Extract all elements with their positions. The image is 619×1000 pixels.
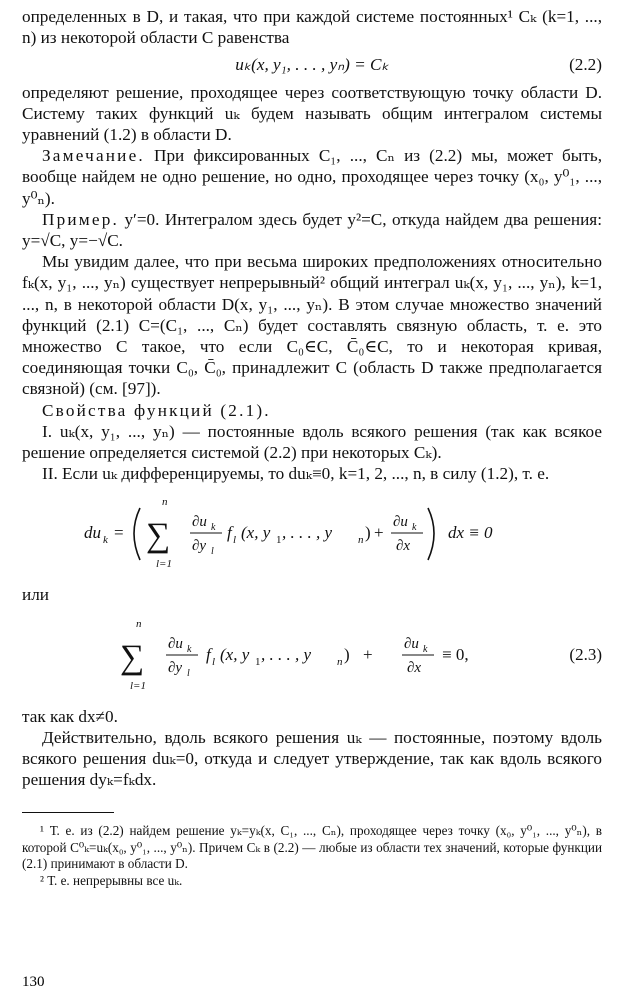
eq23-args-subn: n	[337, 655, 343, 668]
eq23-frac1-num-sub: k	[187, 643, 192, 655]
display-equation-du	[22, 488, 602, 578]
eq23-sum-bottom: l=1	[130, 679, 146, 692]
du-lhs-sub: k	[103, 534, 108, 547]
du-frac1-num-sub: k	[211, 522, 216, 534]
du-equals: =	[114, 523, 124, 543]
du-frac1-num: ∂u	[192, 514, 207, 531]
eq23-args-close: )	[344, 644, 350, 664]
equation-2-2	[22, 54, 602, 75]
du-args-sub1: 1	[276, 534, 282, 547]
du-args-close: )	[365, 523, 371, 543]
paragraph-intro: определенных в D, и такая, что при каждой системе постоянных¹ Cₖ (k=1, ..., n) из некоторой области C равенства	[22, 7, 602, 48]
du-f: f	[227, 523, 232, 543]
eq23-frac2-num: ∂u	[404, 635, 419, 652]
du-tail: dx ≡ 0	[448, 523, 493, 543]
du-plus: +	[374, 523, 384, 543]
eq23-frac1-num: ∂u	[168, 635, 183, 652]
eq23-args-rest: , . . . , y	[261, 644, 312, 664]
du-args: (x, y	[241, 523, 271, 543]
du-frac1-den: ∂y	[192, 538, 207, 555]
page-number: 130	[22, 974, 45, 990]
du-frac1-den-sub: l	[211, 546, 214, 558]
eq23-frac2-den: ∂x	[407, 659, 422, 676]
eq23-frac1-den-sub: l	[187, 667, 190, 679]
eq23-f: f	[206, 644, 211, 664]
equation-number-2-3: (2.3)	[569, 644, 602, 664]
eq23-plus: +	[363, 644, 373, 664]
paragraph-general-integral: Мы увидим далее, что при весьма широких предположениях относительно fₖ(x, y₁, ..., yₙ) существует непрерывный² общий интеграл uₖ(x, y₁, ..., yₙ), k=1, ..., n, в некоторой области D(x, y₁, ..., yₙ). В этом случае множество значений функций (2.1) C=(C₁, ..., Cₙ) будет составлять связную область, т. е. это множество C такое, что если C₀∈C, C̄₀∈C, то и некоторая кривая, соединяющая точки C₀, C̄₀, принадлежит C (область D также предполагается связной) (см. [97]).	[22, 252, 602, 399]
du-lhs: du	[84, 523, 101, 543]
remark-heading: Замечание.	[42, 146, 145, 166]
property-2: II. Если uₖ дифференцируемы, то duₖ≡0, k=1, 2, ..., n, в силу (1.2), т. е.	[42, 464, 550, 484]
paragraph-proof: Действительно, вдоль всякого решения uₖ — постоянные, поэтому вдоль всякого решения duₖ=0, откуда и следует утверждение, так как вдоль всякого решения dyₖ=fₖdx.	[22, 727, 602, 790]
du-frac2-den: ∂x	[396, 538, 411, 555]
du-args-rest: , . . . , y	[282, 523, 333, 543]
footnote-2: ² Т. е. непрерывны все uₖ.	[40, 872, 183, 888]
du-sigma: ∑	[146, 517, 171, 555]
paragraph-example	[22, 209, 602, 251]
or-word: или	[22, 585, 49, 605]
du-frac2-num-sub: k	[412, 522, 417, 534]
property-1: I. uₖ(x, y₁, ..., yₙ) — постоянные вдоль всякого решения (так как всякое решение определяется системой (2.2) при некоторых Cₖ).	[22, 421, 602, 463]
eq23-tail: ≡ 0,	[442, 644, 469, 664]
footnote-1: ¹ Т. е. из (2.2) найдем решение yₖ=yₖ(x, C₁, ..., Cₙ), проходящее через точку (x₀, y⁰₁, ..., y⁰ₙ), в которой C⁰ₖ=uₖ(x₀, y⁰₁, ..., y⁰ₙ). Причем Cₖ в (2.2) — любые из области тех значений, которые функции (2.1) принимают в области D.	[22, 823, 602, 872]
paragraph-remark	[22, 145, 602, 209]
equation-2-2-formula: uₖ(x, y₁, . . . , yₙ) = Cₖ	[235, 55, 389, 75]
du-sum-bottom: l=1	[156, 558, 172, 571]
eq23-f-sub: l	[212, 655, 216, 668]
du-sum-top: n	[162, 496, 168, 509]
example-heading: Пример.	[42, 209, 119, 229]
paragraph-dx-nonzero: так как dx≠0.	[22, 706, 118, 726]
footnote-divider	[22, 812, 114, 813]
eq23-sigma: ∑	[120, 638, 145, 676]
eq23-sum-top: n	[136, 617, 142, 630]
remark-text: При фиксированных C₁, ..., Cₙ из (2.2) мы, может быть, вообще найдем не одно решение, но одно, проходящее через точку (x₀, y⁰₁, ..., y⁰ₙ).	[22, 146, 602, 208]
du-f-sub: l	[233, 534, 237, 547]
equation-number-2-2: (2.2)	[569, 55, 602, 75]
page-body	[22, 6, 602, 889]
display-equation-2-3	[22, 610, 602, 700]
properties-heading: Свойства функций (2.1).	[42, 400, 271, 420]
eq23-frac1-den: ∂y	[168, 659, 183, 676]
paragraph-definition: определяют решение, проходящее через соответствующую точку области D. Систему таких функций uₖ будем называть общим интегралом системы уравнений (1.2) в области D.	[22, 82, 602, 145]
du-frac2-num: ∂u	[393, 514, 408, 531]
du-args-subn: n	[358, 534, 364, 547]
eq23-args: (x, y	[220, 644, 250, 664]
eq23-frac2-num-sub: k	[423, 643, 428, 655]
eq23-args-sub1: 1	[255, 655, 261, 668]
example-text: y′=0. Интегралом здесь будет y²=C, откуда найдем два решения: y=√C, y=−√C.	[22, 209, 602, 251]
